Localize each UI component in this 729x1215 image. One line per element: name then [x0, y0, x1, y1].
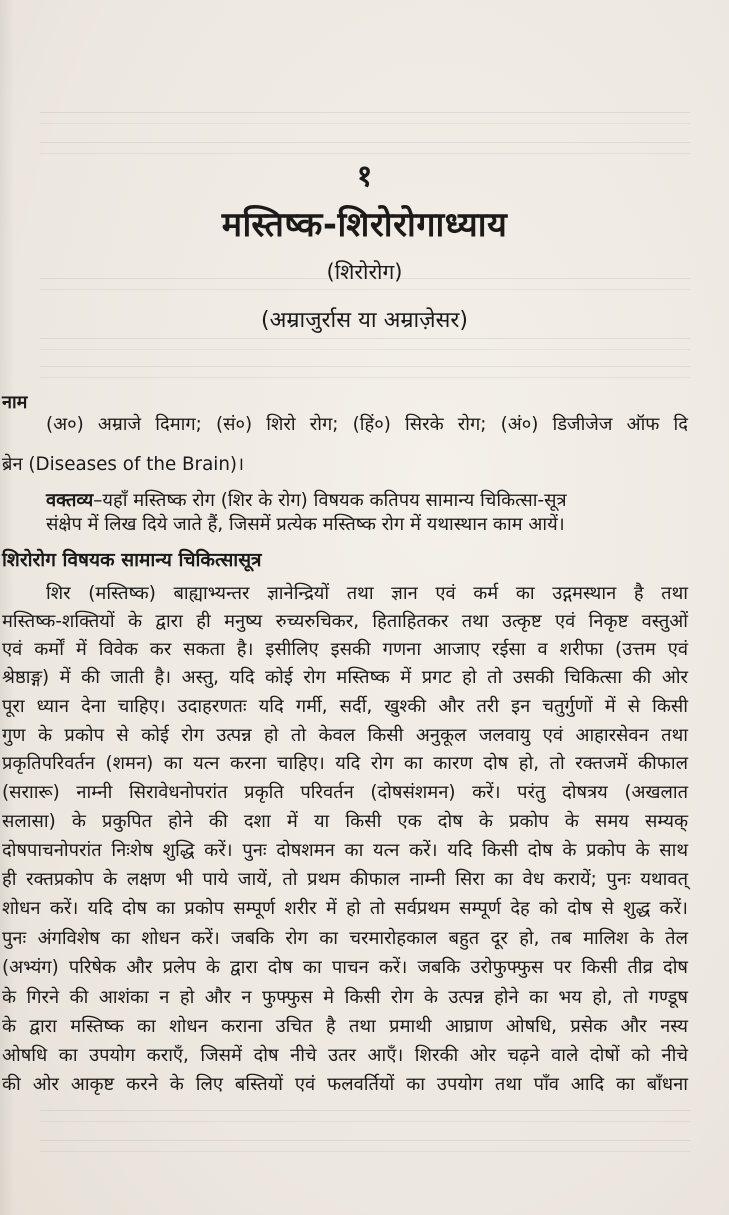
- paragraph-line: श्रेष्ठाङ्ग) में की जाती है। अस्तु, यदि कोई रोग मस्तिष्क में प्रगट हो तो उसकी चिकित्सा की ओर: [2, 667, 688, 688]
- chapter-alt-title: (अम्राजुर्रास या अम्राज़ेसर): [260, 308, 469, 333]
- statement-line: [46, 490, 567, 512]
- names-line: ब्रेन (Diseases of the Brain)।: [2, 454, 244, 475]
- section-heading: शिरोरोग विषयक सामान्य चिकित्सासूत्र: [2, 549, 262, 571]
- statement-line: संक्षेप में लिख दिये जाते हैं, जिसमें प्रत्येक मस्तिष्क रोग में यथास्थान काम आयें।: [46, 514, 565, 535]
- show-through-line: [40, 112, 690, 124]
- chapter-number: १: [356, 159, 373, 194]
- paragraph-line: शिर (मस्तिष्क) बाह्याभ्यन्तर ज्ञानेन्द्रियों तथा ज्ञान एवं कर्म का उद्गमस्थान है तथा: [46, 583, 688, 604]
- paragraph-line: (सराारू) नाम्नी सिरावेधनोपरांत प्रकृति परिवर्तन (दोषसंशमन) करें। परंतु दोषत्रय (अखलात: [2, 782, 688, 803]
- show-through-line: [40, 366, 690, 378]
- paragraph-line: के द्वारा मस्तिष्क का शोधन कराना उचित है तथा प्रमाथी आघ्राण ओषधि, प्रसेक और नस्य: [2, 1016, 688, 1037]
- paragraph-line: पुनः अंगविशेष का शोधन करें। जबकि रोग का चरमारोहकाल बहुत दूर हो, तब मालिश के तेल: [2, 928, 688, 949]
- show-through-line: [40, 1110, 690, 1122]
- statement-text: –यहाँ मस्तिष्क रोग (शिर के रोग) विषयक कतिपय सामान्य चिकित्सा-सूत्र: [93, 490, 567, 511]
- paragraph-line: (अभ्यंग) परिषेक और प्रलेप के द्वारा दोष का पाचन करें। जबकि उरोफुफ्फुस पर किसी तीव्र दोष: [2, 957, 688, 978]
- statement-label: वक्तव्य: [46, 490, 94, 511]
- paragraph-line: दोषपाचनोपरांत निःशेष शुद्धि करें। पुनः दोषशमन का यत्न करें। यदि किसी दोष के प्रकोप के साथ: [2, 840, 688, 861]
- chapter-subtitle: (शिरोरोग): [326, 260, 403, 284]
- paragraph-line: के गिरने की आशंका न हो और न फुफ्फुस मे किसी रोग के उत्पन्न होने का भय हो, तो गण्डूष: [2, 987, 688, 1008]
- paragraph-line: ओषधि का उपयोग कराएँ, जिसमें दोष नीचे उतर आएँ। शिरकी ओर चढ़ने वाले दोषों को नीचे: [2, 1045, 688, 1066]
- paragraph-line: गुण के प्रकोप से कोई रोग उत्पन्न हो तो केवल किसी अनुकूल जलवायु एवं आहारसेवन तथा: [2, 725, 688, 746]
- show-through-line: [40, 142, 690, 154]
- paragraph-line: पूरा ध्यान देना चाहिए। उदाहरणतः यदि गर्मी, सर्दी, खुश्की और तरी इन चतुर्गुणों में से किसी: [2, 696, 688, 717]
- chapter-title: मस्तिष्क-शिरोरोगाध्याय: [221, 205, 508, 245]
- paragraph-line: ही रक्तप्रकोप के लक्षण भी पाये जायें, तो प्रथम कीफाल नाम्नी सिरा का वेध करायें; पुनः यथावत्: [2, 869, 688, 890]
- paragraph-line: प्रकृतिपरिवर्तन (शमन) का यत्न करना चाहिए। यदि रोग का कारण दोष हो, तो रक्तजमें कीफाल: [2, 753, 688, 774]
- names-line: (अ०) अम्राजे दिमाग; (सं०) शिरो रोग; (हिं०) सिरके रोग; (अं०) डिजीजेज ऑफ दि: [46, 414, 688, 435]
- show-through-line: [40, 338, 690, 350]
- paragraph-line: मस्तिष्क-शक्तियों के द्वारा ही मनुष्य रुच्यरुचिकर, हिताहितकर तथा उत्कृष्ट एवं निकृष्ट वस्तुओं: [2, 611, 688, 632]
- paragraph-line: की ओर आकृष्ट करने के लिए बस्तियों एवं फलवर्तियों का उपयोग तथा पाँव आदि का बाँधना: [2, 1074, 688, 1095]
- paragraph-line: सलासा) के प्रकुपित होने की दशा में या किसी एक दोष के प्रकोप के समय सम्यक्: [2, 811, 688, 832]
- show-through-line: [40, 1140, 690, 1152]
- paragraph-line: शोधन करें। यदि दोष का प्रकोप सम्पूर्ण शरीर में हो तो सर्वप्रथम सम्पूर्ण देह को दोष से शुद्ध करें।: [2, 898, 688, 919]
- names-label: नाम: [2, 392, 28, 413]
- paragraph-line: एवं कर्मों में विवेक कर सकता है। इसीलिए इसकी गणना आजाए रईसा व शरीफा (उत्तम एवं: [2, 639, 688, 660]
